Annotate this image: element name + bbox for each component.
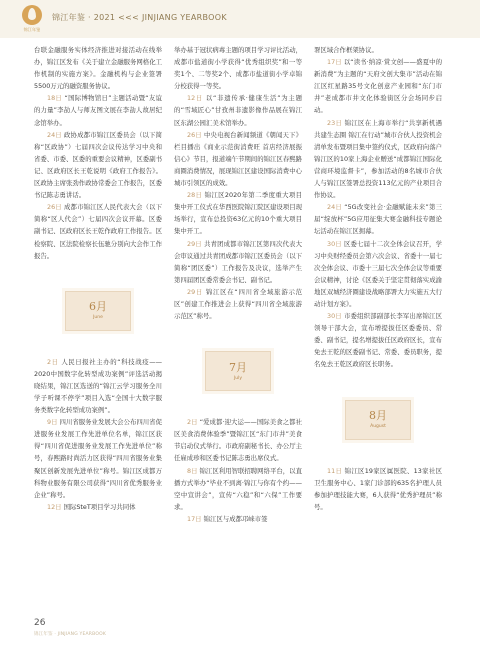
entry-date: 26日 bbox=[47, 203, 62, 212]
entry-date: 23日 bbox=[327, 118, 343, 127]
entry-date: 9日 bbox=[47, 418, 58, 427]
entry-text: 锦江区在“四川省全域旅游示范区”创建工作推进会上获得“四川省全域旅游示范区”称号。 bbox=[174, 287, 302, 321]
entry-text: 锦江区利用智联招聘网络平台，以直播方式举办“毕业不到离·锦江与你有个约——空中宣讲会”，宣传“六稳”和“六保”工作要求。 bbox=[174, 466, 302, 511]
month-box bbox=[65, 291, 131, 331]
header-title: 锦江年鉴 · 2021 <<< JINJIANG YEARBOOK bbox=[52, 13, 227, 22]
column-3 bbox=[314, 44, 442, 604]
month-label: 8月 bbox=[369, 409, 387, 423]
chronicle-entry bbox=[34, 501, 162, 513]
entry-text: “国际博物馆日”主题活动暨“友谊的力量”李劼人与师友图文展在李劼人故居纪念馆举办。 bbox=[34, 94, 162, 127]
entry-text: 锦江区2020年第二季度重大项目集中开工仪式在华西医院锦江院区建设项目现场举行，宣布总投资63亿元的10个重大项目集中开工。 bbox=[174, 191, 302, 236]
entry-text: 共青团成都市锦江区第四次代表大会审议通过共青团成都市锦江区委员会（以下简称“团区委”）工作报告及决议，选举产生第四届团区委常委会书记、副书记。 bbox=[174, 239, 302, 284]
month-banner-july bbox=[174, 326, 302, 416]
entry-text: 台联金融服务实体经济推进对接活动在线举办，锦江区发布《关于建立金融服务网格化工作机制的实施方案》。金融机构与企业签署5500万元的融资服务协议。 bbox=[34, 46, 162, 91]
chronicle-entry bbox=[174, 513, 302, 525]
entry-date: 11日 bbox=[327, 466, 343, 475]
entry-date: 30日 bbox=[327, 312, 342, 321]
month-label: 7月 bbox=[229, 360, 247, 374]
entry-date: 26日 bbox=[187, 130, 202, 139]
entry-date: 24日 bbox=[327, 203, 343, 212]
entry-text: 锦江区在上海市举行“共享新机遇 共建生态圈 锦江在行动”城市合伙人投资机会清单发布暨项目集中签约仪式，区政府向落户锦江区的10家上海企业赠送“成都锦江国际化营商环境监督卡”，参加活动的8名城市合伙人与锦江区签署总投资113亿元的产业项目合作协议。 bbox=[314, 118, 442, 200]
month-box bbox=[205, 351, 271, 391]
entry-text: 市委组织部副部长李军出席锦江区领导干部大会，宣布增提拔任区委委员、常委、副书记，提名增提拔任区政府区长，宣布免去王乾的区委副书记、常委、委员职务，提名免去王乾区政府区长职务。 bbox=[314, 312, 442, 369]
chronicle-entry bbox=[34, 416, 162, 501]
entry-text: “5G改变社会·金融赋能未来”第三届“绽放杯”5G应用征集大赛金融科技专题论坛活动在锦江区拥幕。 bbox=[314, 203, 442, 236]
month-subtitle: July bbox=[233, 375, 243, 381]
month-banner-june bbox=[34, 266, 162, 356]
entry-date: 17日 bbox=[187, 514, 202, 523]
entry-date: 12日 bbox=[47, 502, 62, 511]
chronicle-entry bbox=[174, 286, 302, 322]
chronicle-entry bbox=[314, 310, 442, 370]
entry-text: 政协成都市锦江区委员会（以下简称“区政协”）七届四次会议传达学习中央和省委、市委、区委的重要会议精神，区委副书记、区政府区长王乾说明《政府工作报告》。区政协主席张劲作政协常委会工作报告，区委书记陈志勇讲话。 bbox=[34, 130, 162, 200]
month-subtitle: August bbox=[370, 424, 386, 430]
chronicle-entry bbox=[34, 92, 162, 128]
column-2 bbox=[174, 44, 302, 604]
entry-date: 18日 bbox=[47, 94, 63, 103]
page-header bbox=[0, 0, 480, 38]
chronicle-entry bbox=[34, 129, 162, 202]
entry-date: 17日 bbox=[327, 58, 342, 67]
chronicle-entry bbox=[314, 56, 442, 116]
chronicle-entry bbox=[174, 189, 302, 237]
entry-text: “爱成都·迎大运——国际美食之都社区美食消费体验季”暨锦江区“东门市井”美食节启动仪式举行。市政府副秘书长、办公厅主任雇成珍和区委书记陈志勇出席仪式。 bbox=[174, 418, 302, 463]
entry-text: 四川省服务业发展大会公布四川省促进服务业发展工作先进单位名单，锦江区获得“四川省促进服务业发展工作先进单位”称号，春熙路时尚活力区获得“四川省服务业集聚区创新发展先进单位”称号。锦江区成都万科物业服务有限公司获得“四川省优秀服务业企业”称号。 bbox=[34, 418, 162, 499]
month-subtitle: June bbox=[93, 315, 103, 321]
entry-date: 8日 bbox=[187, 466, 198, 475]
chronicle-entry bbox=[314, 117, 442, 202]
month-banner-august bbox=[314, 375, 442, 465]
chronicle-entry bbox=[34, 201, 162, 261]
entry-date: 2日 bbox=[47, 357, 59, 366]
yearbook-logo-icon bbox=[22, 5, 42, 25]
entry-text: 举办基于冠状病毒主题的项目学习评比活动，成都市盐道街小学获得“优秀组织奖”和一等奖1个、二等奖2个、成都市盐道街小学卓锦分校获得一等奖。 bbox=[174, 46, 302, 91]
chronicle-entry bbox=[174, 238, 302, 286]
entry-text: 锦江区与成都邛崃市签 bbox=[203, 514, 268, 523]
entry-text: 国际SteT项目学习共同体 bbox=[63, 502, 136, 511]
entry-text: 以“非遗传承·健康生活”为主题的“雪域匠心”甘孜州非遗影像作品展在锦江区东湖公园汇美术馆举办。 bbox=[174, 94, 302, 127]
chronicle-entry bbox=[314, 238, 442, 311]
entry-date: 30日 bbox=[327, 239, 342, 248]
page-number: 26 bbox=[34, 618, 46, 628]
entry-date: 29日 bbox=[187, 239, 202, 248]
entry-text: 署区域合作框架协议。 bbox=[314, 46, 378, 54]
chronicle-entry bbox=[314, 465, 442, 513]
entry-date: 28日 bbox=[187, 191, 203, 200]
entry-text: 成都市锦江区人民代表大会（以下简称“区人代会”）七届四次会议开幕。区委副书记、区政府区长王乾作政府工作报告。区检察院、区法院检察长伍驰分别向大会作工作报告。 bbox=[34, 203, 162, 260]
month-box bbox=[345, 400, 411, 440]
entry-date: 29日 bbox=[187, 287, 204, 296]
column-1 bbox=[34, 44, 162, 604]
chronicle-entry bbox=[314, 201, 442, 237]
entry-text: 区委七届十二次全体会议召开，学习中央财经委员会第六次会议、省委十一届七次全体会议、市委十三届七次全体会议等重要会议精神，讨论《区委关于坚定贯彻落实成渝地区双城经济圈建设战略部署大力实施五大行动计划方案》。 bbox=[314, 239, 442, 308]
chronicle-entry bbox=[174, 129, 302, 189]
entry-text: 人民日报社主办的“科技战疫——2020中国数字化转型成功案例”评选活动揭晓结果，锦江区选送的“锦江云学习服务全川学子听课不停学”项目入选“全国十大数字服务类数字化转型成功案例”。 bbox=[34, 357, 162, 415]
entry-text: 以“读书·纳凉·赏文创——盛夏中的新消费”为主题的“天府文创大集市”活动在锦江区红星路35号文化创意产业园和“东门市井”老成都市井文化体验街区分会场同步启动。 bbox=[314, 58, 442, 115]
logo-caption: 锦江年鉴 bbox=[23, 27, 41, 32]
chronicle-entry bbox=[34, 356, 162, 416]
entry-date: 24日 bbox=[47, 130, 62, 139]
footer-running-text: 锦江年鉴 · JINJIANG YEARBOOK bbox=[34, 632, 106, 637]
chronicle-entry bbox=[174, 92, 302, 128]
entry-text: 中央电视台新闻频道《朝闻天下》栏目播出《商业示范街消费旺 首店经济展振信心》节目，报道端午节期间的锦江区春熙路商圈消费情况，展现锦江区建设国际消费中心城市引领区的成效。 bbox=[174, 130, 302, 188]
entry-date: 12日 bbox=[187, 94, 204, 103]
chronicle-entry bbox=[174, 465, 302, 513]
month-label: 6月 bbox=[89, 300, 107, 314]
chronicle-entry bbox=[174, 416, 302, 464]
entry-date: 2日 bbox=[187, 418, 198, 427]
entry-text: 锦江区19家区属医院、13家社区卫生服务中心、1家门诊部的635名护理人员参加护理技能大赛，6人获得“优秀护理员”称号。 bbox=[314, 466, 442, 511]
page-footer bbox=[0, 608, 480, 651]
